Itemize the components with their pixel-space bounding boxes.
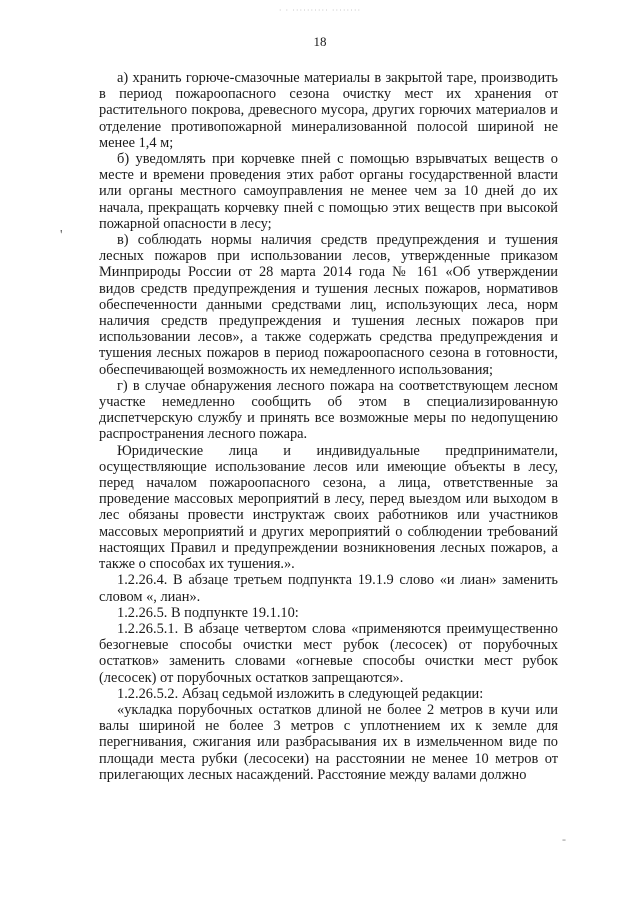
paragraph-g: г) в случае обнаружения лесного пожара на соответствующем лесном участке немедленно сообщить об этом в специализированную диспетчерскую службу и принять все возможные меры по недопущению распространения лесного пожара. — [99, 377, 558, 443]
page-number: 18 — [313, 34, 327, 49]
document-body — [99, 70, 558, 783]
margin-mark-left: ' — [60, 228, 63, 243]
paragraph-b: б) уведомлять при корчевке пней с помощью взрывчатых веществ о месте и времени проведения этих работ органы государственной власти или органы местного самоуправления не менее чем за 10 дней до их начала, прекращать корчевку пней с помощью этих веществ при высокой пожарной опасности в лесу; — [99, 151, 558, 232]
paragraph-1-2-26-5-2: 1.2.26.5.2. Абзац седьмой изложить в следующей редакции: — [117, 685, 484, 702]
margin-mark-bottom: - — [562, 832, 566, 846]
paragraph-1-2-26-5: 1.2.26.5. В подпункте 19.1.10: — [117, 604, 299, 621]
paragraph-v: в) соблюдать нормы наличия средств предупреждения и тушения лесных пожаров при использовании лесов, утвержденные приказом Минприроды России от 28 марта 2014 года № 161 «Об утверждении видов средств предупреждения и тушения лесных пожаров, нормативов обеспеченности данными средствами лиц, использующих леса, норм наличия средств предупреждения и тушения лесных пожаров при использовании лесов», а также содержать средства предупреждения и тушения лесных пожаров в период пожароопасного сезона в готовности, обеспечивающей возможность их немедленного использования; — [99, 232, 558, 378]
paragraph-1-2-26-4: 1.2.26.4. В абзаце третьем подпункта 19.1.9 слово «и лиан» заменить словом «, лиан». — [99, 572, 558, 605]
paragraph-a: а) хранить горюче-смазочные материалы в закрытой таре, производить в период пожароопасного сезона очистку мест их хранения от растительного покрова, древесного мусора, других горючих материалов и отделение противопожарной минерализованной полосой шириной не менее 1,4 м; — [99, 70, 558, 151]
header-stamp: · · ·········· ········ — [278, 6, 362, 15]
paragraph-legal-entities: Юридические лица и индивидуальные предприниматели, осуществляющие использование лесов или имеющие объекты в лесу, перед началом пожароопасного сезона, а лица, ответственные за проведение массовых мероприятий в лесу, перед выездом или выходом в лес обязаны провести инструктаж своих работников или участников массовых мероприятий и других мероприятий о соблюдении требований настоящих Правил и предупреждении возникновения лесных пожаров, а также о способах их тушения.». — [99, 442, 558, 573]
paragraph-quote: «укладка порубочных остатков длиной не более 2 метров в кучи или валы шириной не более 3 метров с уплотнением их к земле для перегнивания, сжигания или разбрасывания их в измельченном виде по площади места рубки (лесосеки) на расстоянии не менее 10 метров от прилегающих лесных насаждений. Расстояние между валами должно — [99, 701, 558, 783]
paragraph-1-2-26-5-1: 1.2.26.5.1. В абзаце четвертом слова «применяются преимущественно безогневые способы очистки мест рубок (лесосек) от порубочных остатков» заменить словами «огневые способы очистки мест рубок (лесосек) от порубочных остатков запрещаются». — [99, 620, 558, 686]
